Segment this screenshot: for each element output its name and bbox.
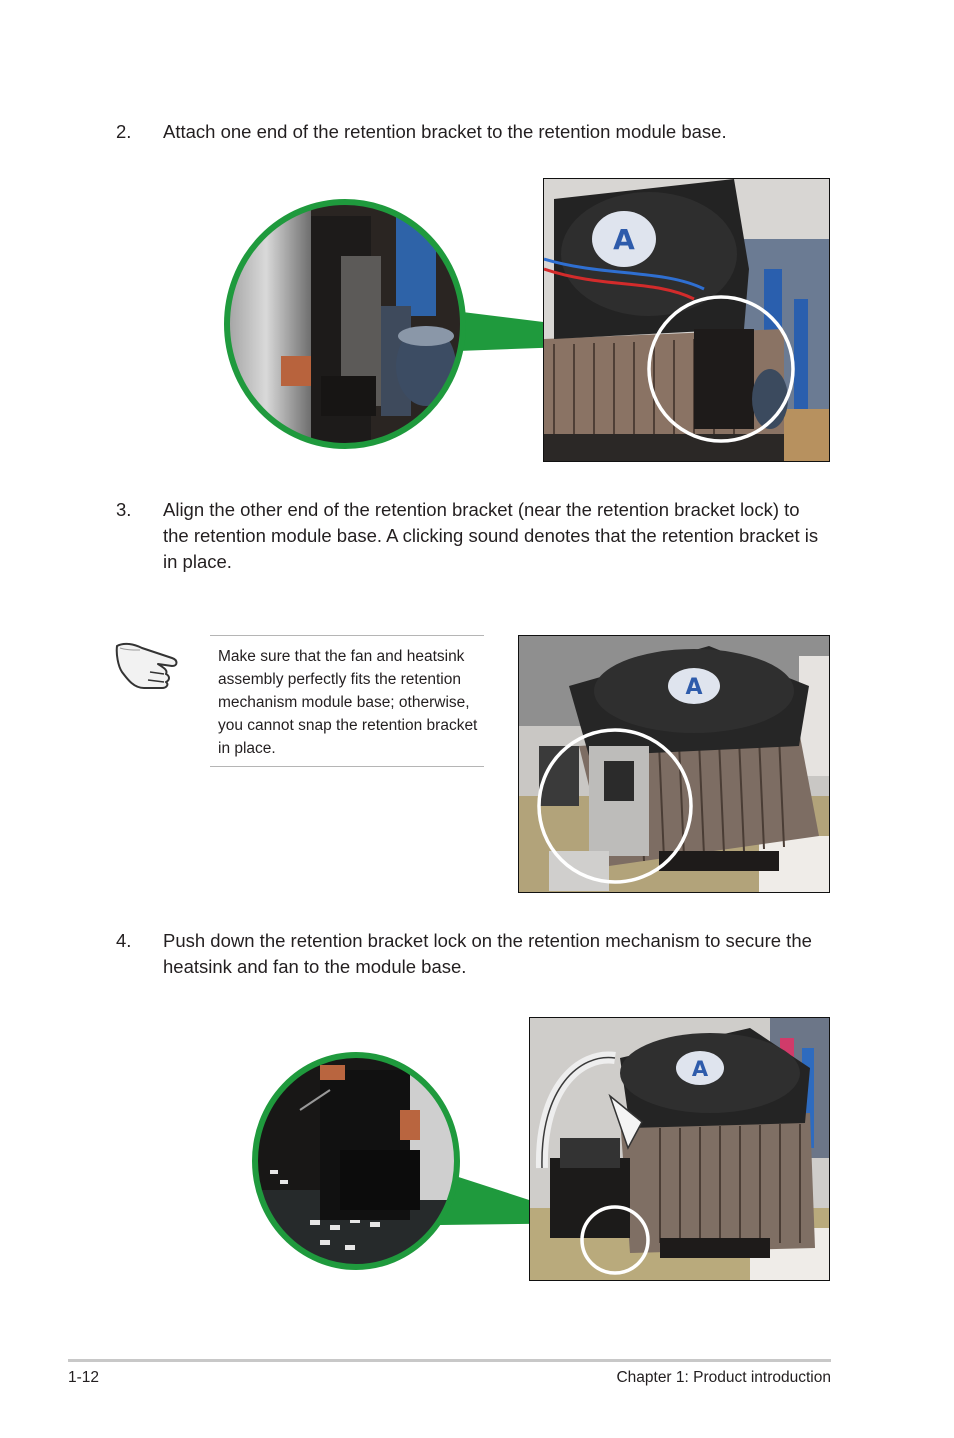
- step-2: [116, 119, 826, 145]
- zoom-detail-bracket-lock: [250, 1050, 462, 1272]
- footer-rule: [68, 1359, 831, 1362]
- note-box: [210, 635, 484, 767]
- step-3: [116, 497, 826, 575]
- pointing-hand-icon: [114, 636, 188, 697]
- heatsink-photo-step-4: [529, 1017, 830, 1281]
- page-number: 1-12: [68, 1369, 100, 1386]
- svg-text:A: A: [685, 675, 703, 700]
- step-number: 4.: [116, 930, 132, 951]
- svg-text:A: A: [613, 223, 635, 256]
- step-text: Align the other end of the retention bracket (near the retention bracket lock) to the retention module base. A clicking sound denotes that the retention bracket is in place.: [163, 499, 819, 572]
- step-text: Attach one end of the retention bracket to the retention module base.: [163, 121, 727, 142]
- svg-text:A: A: [691, 1057, 709, 1081]
- step-text: Push down the retention bracket lock on the retention mechanism to secure the heatsink and fan to the module base.: [163, 930, 812, 977]
- heatsink-photo-step-2: [543, 178, 830, 462]
- chapter-title: Chapter 1: Product introduction: [616, 1369, 831, 1386]
- note-text: Make sure that the fan and heatsink assembly perfectly fits the retention mechanism module base; otherwise, you cannot snap the retention bracket in place.: [218, 648, 478, 757]
- step-number: 3.: [116, 499, 132, 520]
- zoom-detail-bracket-end: [221, 196, 469, 452]
- step-number: 2.: [116, 121, 132, 142]
- step-4: [116, 928, 826, 980]
- heatsink-photo-step-3: [518, 635, 830, 893]
